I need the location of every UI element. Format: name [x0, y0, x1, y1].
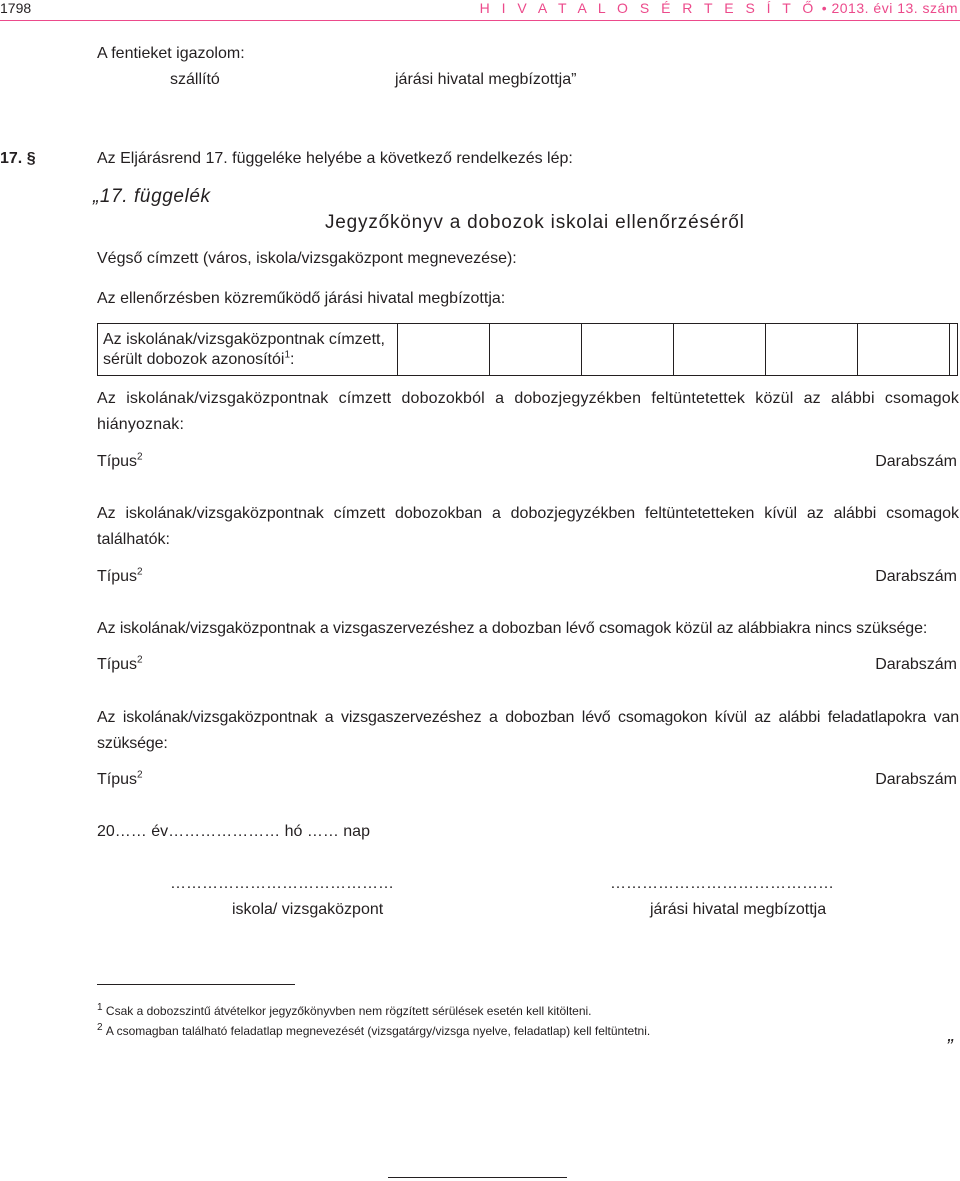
- damaged-box-id-table: [97, 323, 958, 376]
- box-id-cell[interactable]: [398, 324, 490, 375]
- footnote-rule: [97, 984, 295, 985]
- damaged-box-label: [98, 324, 398, 375]
- missing-packages-text: Az iskolának/vizsgaközpontnak címzett dobozokból a dobozjegyzékben feltüntetettek közül az alábbi csomagok hiányoznak:: [97, 390, 959, 433]
- page-number: 1798: [0, 0, 32, 16]
- type-column-label: Típus$^2$: [97, 566, 143, 585]
- footnote-ref: 1: [284, 349, 291, 361]
- appendix-label: „17. függelék: [93, 186, 211, 207]
- issue-label: 2013. évi 13. szám: [831, 0, 958, 16]
- header-bullet: •: [821, 0, 828, 16]
- end-rule: [388, 1177, 567, 1178]
- type-column-label: Típus$^2$: [97, 451, 143, 470]
- left-signature-label: iskola/ vizsgaközpont: [232, 901, 384, 918]
- box-id-cell[interactable]: [582, 324, 674, 375]
- section-number: 17. §: [0, 150, 36, 167]
- damaged-box-label-line1: Az iskolának/vizsgaközpontnak címzett,: [103, 331, 385, 348]
- count-column-label: Darabszám: [875, 771, 957, 788]
- section-text: Az Eljárásrend 17. függeléke helyébe a következő rendelkezés lép:: [97, 150, 573, 167]
- extra-packages-text: Az iskolának/vizsgaközpontnak címzett dobozokban a dobozjegyzékben feltüntetetteken kívül az alábbi csomagok találhatók:: [97, 505, 959, 548]
- damaged-box-label-line2: sérült dobozok azonosítói: [103, 351, 285, 368]
- type-column-label: Típus$^2$: [97, 769, 143, 788]
- box-id-cell[interactable]: [674, 324, 766, 375]
- box-id-cell[interactable]: [858, 324, 950, 375]
- header-rule: [0, 20, 960, 21]
- type-column-label: Típus$^2$: [97, 654, 143, 673]
- footnote-2: $^2$ A csomagban található feladatlap megnevezését (vizsgatárgy/vizsga nyelve, feladatlap) kell feltüntetni.: [97, 1022, 651, 1038]
- box-id-cell[interactable]: [766, 324, 858, 375]
- certify-left-signer: szállító: [170, 71, 220, 88]
- officer-field-label: Az ellenőrzésben közreműködő járási hivatal megbízottja:: [97, 290, 506, 307]
- certify-right-signer: járási hivatal megbízottja”: [395, 71, 577, 88]
- box-id-cell[interactable]: [950, 324, 957, 375]
- closing-quote: ”: [946, 1036, 953, 1058]
- date-line: 20…… év………………… hó …… nap: [97, 823, 370, 840]
- right-signature-label: járási hivatal megbízottja: [650, 901, 827, 918]
- unneeded-packages-text: Az iskolának/vizsgaközpontnak a vizsgaszervezéshez a dobozban lévő csomagok közül az alábbiakra nincs szüksége:: [97, 620, 928, 637]
- certify-line: A fentieket igazolom:: [97, 45, 245, 62]
- publication-name: H I V A T A L O S É R T E S Í T Ő: [479, 0, 818, 16]
- recipient-field-label: Végső címzett (város, iskola/vizsgaközpont megnevezése):: [97, 250, 517, 267]
- count-column-label: Darabszám: [875, 568, 957, 585]
- label-colon: :: [290, 351, 295, 368]
- footnote-1: $^1$ Csak a dobozszintű átvételkor jegyzőkönyvben nem rögzített sérülések esetén kell kitölteni.: [97, 1002, 592, 1018]
- running-header: [480, 0, 958, 16]
- count-column-label: Darabszám: [875, 453, 957, 470]
- needed-papers-text: Az iskolának/vizsgaközpontnak a vizsgaszervezéshez a dobozban lévő csomagokon kívül az alábbi feladatlapokra van szüksége:: [97, 709, 959, 752]
- protocol-title: Jegyzőkönyv a dobozok iskolai ellenőrzéséről: [325, 212, 745, 233]
- box-id-cell[interactable]: [490, 324, 582, 375]
- count-column-label: Darabszám: [875, 656, 957, 673]
- left-signature-line: ……………………………………: [170, 875, 394, 892]
- right-signature-line: ……………………………………: [610, 875, 834, 892]
